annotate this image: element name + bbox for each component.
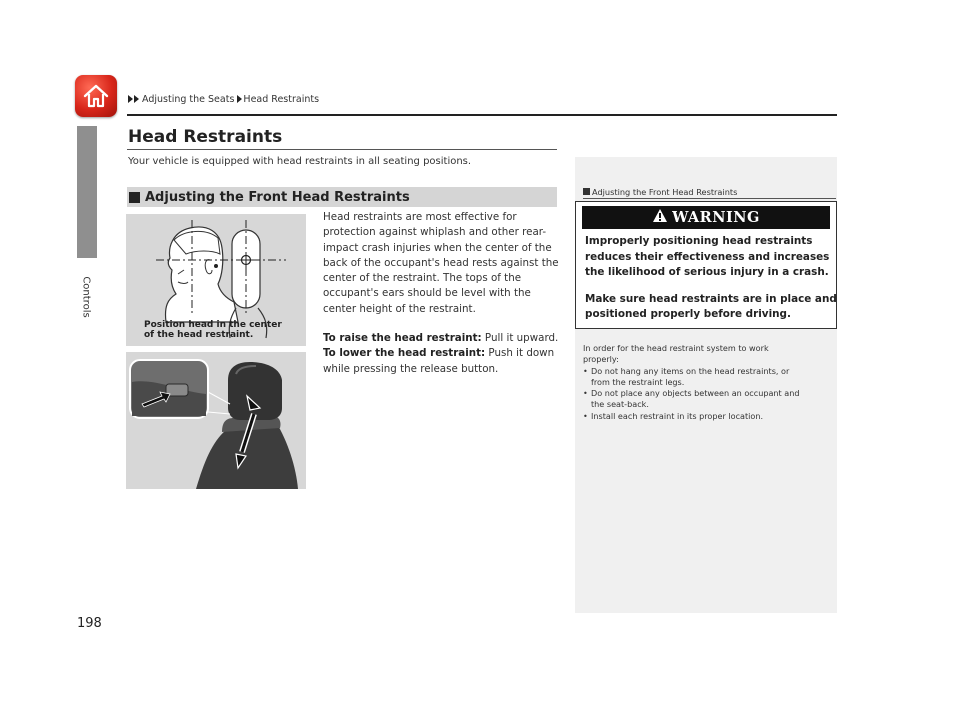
reference-icon: [583, 188, 590, 195]
header-rule: [127, 114, 837, 116]
lower-label: To lower the head restraint:: [323, 347, 486, 360]
title-rule: [127, 149, 557, 150]
lower-text: Push it down: [485, 347, 555, 360]
head-position-figure: [126, 214, 306, 346]
breadcrumb: [128, 94, 319, 105]
page-number: 198: [77, 616, 102, 631]
warning-line: positioned properly before driving.: [585, 308, 791, 320]
section-heading: [127, 187, 557, 207]
figure-caption-line: Position head in the center: [144, 320, 282, 330]
body-line: impact crash injuries when the center of the: [323, 241, 552, 254]
main-body-text: [323, 210, 561, 377]
note-bullet-cont: from the restraint legs.: [591, 376, 685, 387]
seat-and-release-button-illustration: [126, 352, 306, 489]
figure-caption: [144, 320, 282, 340]
body-line: center height of the restraint.: [323, 302, 476, 315]
warning-line: reduces their effectiveness and increases: [585, 250, 830, 263]
lower-instruction-cont: while pressing the release button.: [323, 362, 499, 375]
raise-text: Pull it upward.: [481, 332, 559, 345]
side-note-rule: [583, 198, 836, 199]
body-line: Head restraints are most effective for: [323, 211, 517, 223]
note-bullet-cont: the seat-back.: [591, 399, 649, 410]
breadcrumb-arrow-icon: [134, 95, 139, 103]
note-line: properly:: [583, 354, 619, 365]
home-icon: [82, 83, 110, 109]
side-note-header: [583, 187, 737, 197]
note-bullet: • Do not place any objects between an occupant and: [583, 388, 835, 399]
warning-box: [575, 201, 837, 329]
intro-text: Your vehicle is equipped with head restraints in all seating positions.: [128, 156, 472, 167]
side-note-title: Adjusting the Front Head Restraints: [592, 187, 738, 197]
body-line: back of the occupant's head rests against the: [323, 256, 559, 269]
side-tab-label: Controls: [80, 276, 92, 318]
warning-line: the likelihood of serious injury in a crash.: [585, 266, 829, 278]
lower-instruction: [323, 346, 561, 361]
warning-line: Make sure head restraints are in place and: [585, 292, 837, 305]
raise-label: To raise the head restraint:: [323, 332, 482, 345]
breadcrumb-link-adjusting-seats[interactable]: Adjusting the Seats: [142, 94, 235, 105]
note-line: In order for the head restraint system to work: [583, 343, 769, 353]
note-bullet: • Do not hang any items on the head restraints, or: [583, 366, 835, 377]
release-button-figure: [126, 352, 306, 489]
breadcrumb-current: Head Restraints: [243, 94, 320, 105]
breadcrumb-arrow-icon: [237, 95, 242, 103]
note-bullet: • Install each restraint in its proper location.: [583, 411, 835, 422]
breadcrumb-arrow-icon: [128, 95, 133, 103]
warning-line: Improperly positioning head restraints: [585, 235, 813, 247]
body-line: protection against whiplash and other rear-: [323, 226, 547, 239]
body-line: occupant's ears should be level with the: [323, 287, 531, 300]
warning-header: [582, 206, 830, 229]
side-tab-marker: [77, 126, 97, 258]
figure-caption-line: of the head restraint.: [144, 330, 254, 340]
warning-title: WARNING: [672, 209, 760, 226]
page-title: Head Restraints: [128, 127, 283, 147]
section-square-icon: [129, 192, 140, 203]
raise-instruction: [323, 331, 561, 346]
warning-text: [585, 234, 837, 323]
side-note-text: [583, 343, 835, 422]
home-button[interactable]: [75, 75, 117, 117]
warning-triangle-icon: [652, 208, 668, 227]
section-title: Adjusting the Front Head Restraints: [145, 189, 410, 205]
body-line: center of the restraint. The tops of the: [323, 272, 522, 285]
